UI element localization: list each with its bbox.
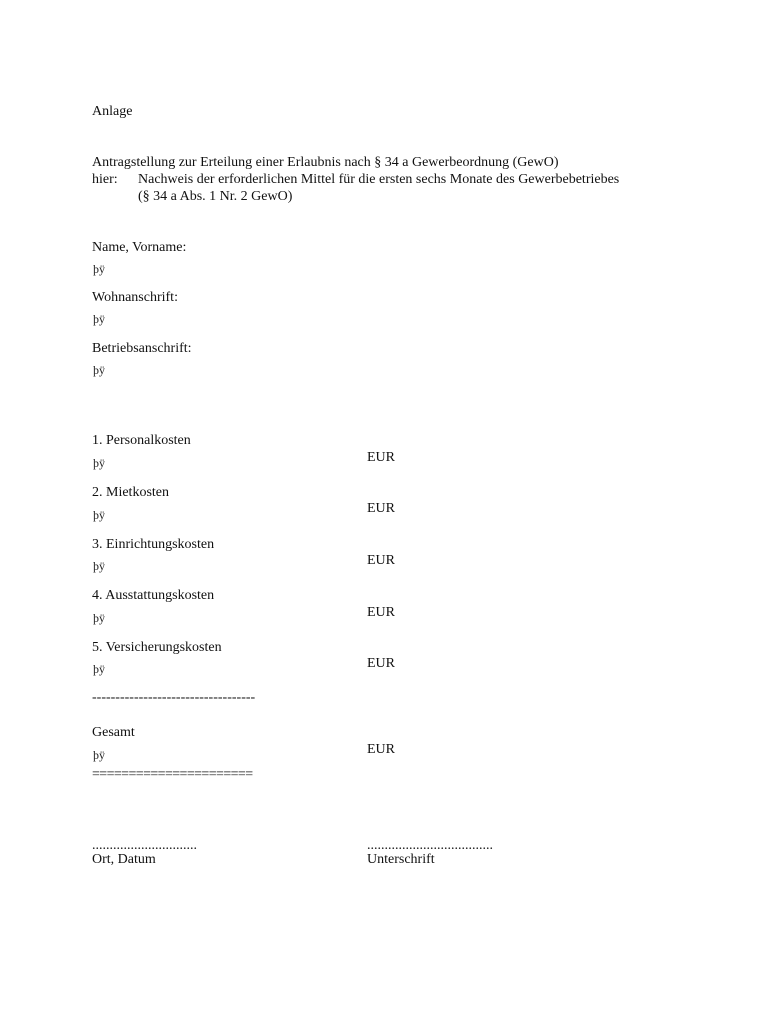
cost-item-label: 4. Ausstattungskosten (92, 588, 215, 603)
business-address-field[interactable]: þÿ (93, 363, 105, 377)
currency-label: EUR (367, 605, 395, 620)
cost-item-field[interactable]: þÿ (93, 508, 105, 522)
currency-label: EUR (367, 656, 395, 671)
name-field[interactable]: þÿ (93, 262, 105, 276)
subtotal-separator: ----------------------------------- (92, 690, 256, 705)
total-currency-label: EUR (367, 742, 395, 757)
cost-item-label: 3. Einrichtungskosten (92, 537, 215, 552)
currency-label: EUR (367, 553, 395, 568)
subject-line: Antragstellung zur Erteilung einer Erlaubnis nach § 34 a Gewerbeordnung (GewO) (92, 155, 559, 170)
cost-item-label: 5. Versicherungskosten (92, 640, 222, 655)
cost-item-label: 2. Mietkosten (92, 485, 169, 500)
cost-item-field[interactable]: þÿ (93, 456, 105, 470)
currency-label: EUR (367, 501, 395, 516)
residence-field[interactable]: þÿ (93, 312, 105, 326)
hier-text: Nachweis der erforderlichen Mittel für die ersten sechs Monate des Gewerbebetriebes (138, 172, 620, 187)
total-label: Gesamt (92, 725, 135, 740)
total-field[interactable]: þÿ (93, 748, 105, 762)
cost-item-label: 1. Personalkosten (92, 433, 191, 448)
place-date-label: Ort, Datum (92, 852, 156, 867)
currency-label: EUR (367, 450, 395, 465)
residence-label: Wohnanschrift: (92, 290, 178, 305)
cost-item-field[interactable]: þÿ (93, 662, 105, 676)
signature-line: .................................... (367, 838, 493, 853)
cost-item-field[interactable]: þÿ (93, 559, 105, 573)
name-label: Name, Vorname: (92, 240, 187, 255)
place-date-line: .............................. (92, 838, 197, 853)
cost-item-field[interactable]: þÿ (93, 611, 105, 625)
total-double-rule: ====================== (92, 767, 253, 782)
annex-label: Anlage (92, 104, 133, 119)
signature-label: Unterschrift (367, 852, 435, 867)
hier-label: hier: (92, 172, 118, 187)
business-address-label: Betriebsanschrift: (92, 341, 192, 356)
hier-reference: (§ 34 a Abs. 1 Nr. 2 GewO) (138, 189, 293, 204)
